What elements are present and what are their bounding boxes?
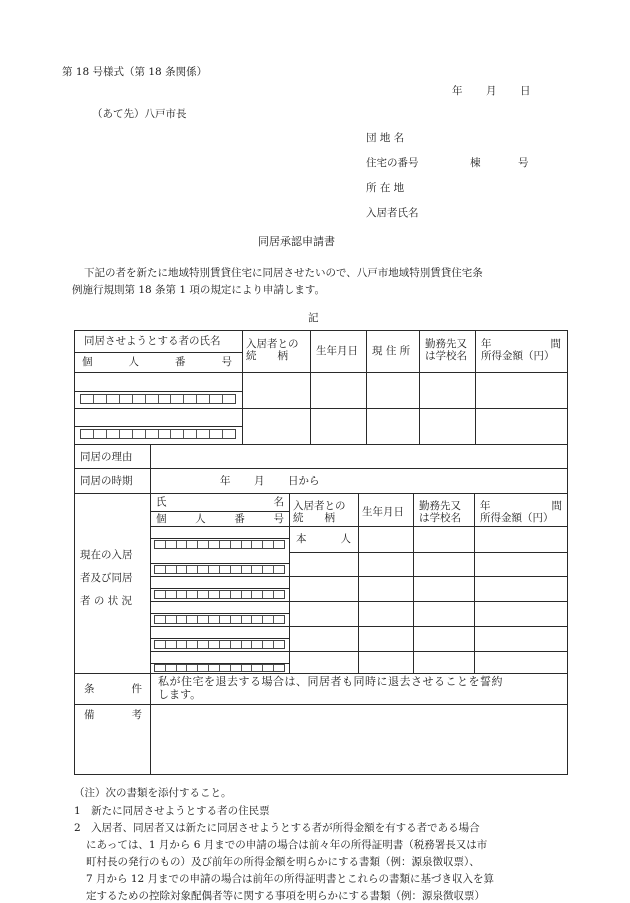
new-member-id-boxes-2[interactable] bbox=[80, 429, 236, 439]
current-income-header-1: 年 間 bbox=[480, 500, 562, 512]
address-label: 所 在 地 bbox=[366, 182, 405, 194]
current-status-label-2: 者及び同居 bbox=[80, 572, 133, 584]
current-work-header-1: 勤務先又 bbox=[419, 500, 461, 512]
reason-label: 同居の理由 bbox=[80, 451, 133, 463]
notes-item-2-line-5: 定するための控除対象配偶者等に関する事項を明らかにする書類（例：源泉徴収票） bbox=[86, 890, 485, 902]
body-line-2: 例施行規則第 18 条第 1 項の規定により申請します。 bbox=[72, 284, 326, 296]
new-member-income-header-1: 年 間 bbox=[481, 338, 561, 350]
current-work-header-2: は学校名 bbox=[419, 512, 461, 524]
resident-name-label: 入居者氏名 bbox=[366, 207, 419, 219]
condition-label: 条 件 bbox=[84, 683, 142, 695]
new-member-work-header-2: は学校名 bbox=[425, 350, 467, 362]
new-member-relation-header-2: 続 柄 bbox=[246, 350, 288, 362]
new-member-address-header: 現 住 所 bbox=[372, 345, 411, 357]
new-member-id-header: 個 人 番 号 bbox=[82, 356, 232, 368]
notes-item-2-line-3: 町村長の発行のもの）及び前年の所得金額を明らかにする書類（例：源泉徴収票）、 bbox=[86, 856, 480, 868]
complex-name-label: 団 地 名 bbox=[366, 132, 405, 144]
date-month: 月 bbox=[486, 85, 497, 97]
current-birth-header: 生年月日 bbox=[362, 506, 404, 518]
notes-item-2-line-4: 7 月から 12 月までの申請の場合は前年の所得証明書とこれらの書類に基づき収入を算 bbox=[86, 873, 495, 885]
date-day: 日 bbox=[520, 85, 531, 97]
new-member-relation-header-1: 入居者との bbox=[246, 338, 299, 350]
new-member-name-header: 同居させようとする者の氏名 bbox=[84, 335, 221, 347]
notes-item-2-line-1: 2 入居者、同居者又は新たに同居させようとする者が所得金額を有する者である場合 bbox=[74, 822, 480, 834]
new-member-birth-header: 生年月日 bbox=[316, 345, 358, 357]
current-id-boxes-4[interactable] bbox=[154, 615, 285, 624]
current-status-label-1: 現在の入居 bbox=[80, 549, 133, 561]
date-year: 年 bbox=[452, 85, 463, 97]
timing-from: 日から bbox=[288, 475, 320, 487]
new-member-work-header-1: 勤務先又 bbox=[425, 338, 467, 350]
timing-month: 月 bbox=[254, 475, 265, 487]
notes-heading: （注）次の書類を添付すること。 bbox=[74, 787, 232, 799]
current-relation-header-2: 続 柄 bbox=[293, 512, 335, 524]
form-number: 第 18 号様式（第 18 条関係） bbox=[62, 66, 208, 78]
current-relation-header-1: 入居者との bbox=[293, 500, 346, 512]
notes-item-2-line-2: にあっては、1 月から 6 月までの申請の場合は前々年の所得証明書（税務署長又は市 bbox=[86, 839, 488, 851]
current-self-value: 本 人 bbox=[296, 533, 351, 545]
new-member-id-boxes-1[interactable] bbox=[80, 394, 236, 404]
remarks-label: 備 考 bbox=[84, 709, 142, 721]
current-id-boxes-6[interactable] bbox=[154, 664, 285, 672]
building-label: 棟 bbox=[470, 157, 481, 169]
current-id-boxes-5[interactable] bbox=[154, 640, 285, 649]
timing-year: 年 bbox=[220, 475, 231, 487]
current-id-boxes-3[interactable] bbox=[154, 590, 285, 599]
current-id-boxes-2[interactable] bbox=[154, 565, 285, 574]
ki-label: 記 bbox=[308, 312, 319, 324]
current-income-header-2: 所得金額（円） bbox=[480, 512, 554, 524]
timing-label: 同居の時期 bbox=[80, 475, 133, 487]
current-status-label-3: 者 の 状 況 bbox=[80, 595, 133, 607]
condition-text-2: します。 bbox=[158, 688, 202, 701]
application-table bbox=[74, 330, 568, 775]
condition-text-1: 私が住宅を退去する場合は、同居者も同時に退去させることを誓約 bbox=[158, 675, 503, 688]
document-title: 同居承認申請書 bbox=[258, 235, 335, 248]
notes-item-1: 1 新たに同居させようとする者の住民票 bbox=[74, 805, 270, 817]
current-id-boxes-1[interactable] bbox=[154, 540, 285, 549]
unit-label: 号 bbox=[518, 157, 529, 169]
new-member-income-header-2: 所得金額（円） bbox=[481, 350, 555, 362]
current-name-header: 氏 名 bbox=[156, 496, 284, 508]
body-line-1: 下記の者を新たに地域特別賃貸住宅に同居させたいので、八戸市地域特別賃貸住宅条 bbox=[84, 267, 483, 279]
addressee: （あて先）八戸市長 bbox=[92, 108, 187, 120]
housing-number-label: 住宅の番号 bbox=[366, 157, 419, 169]
current-id-header: 個 人 番 号 bbox=[156, 513, 284, 525]
